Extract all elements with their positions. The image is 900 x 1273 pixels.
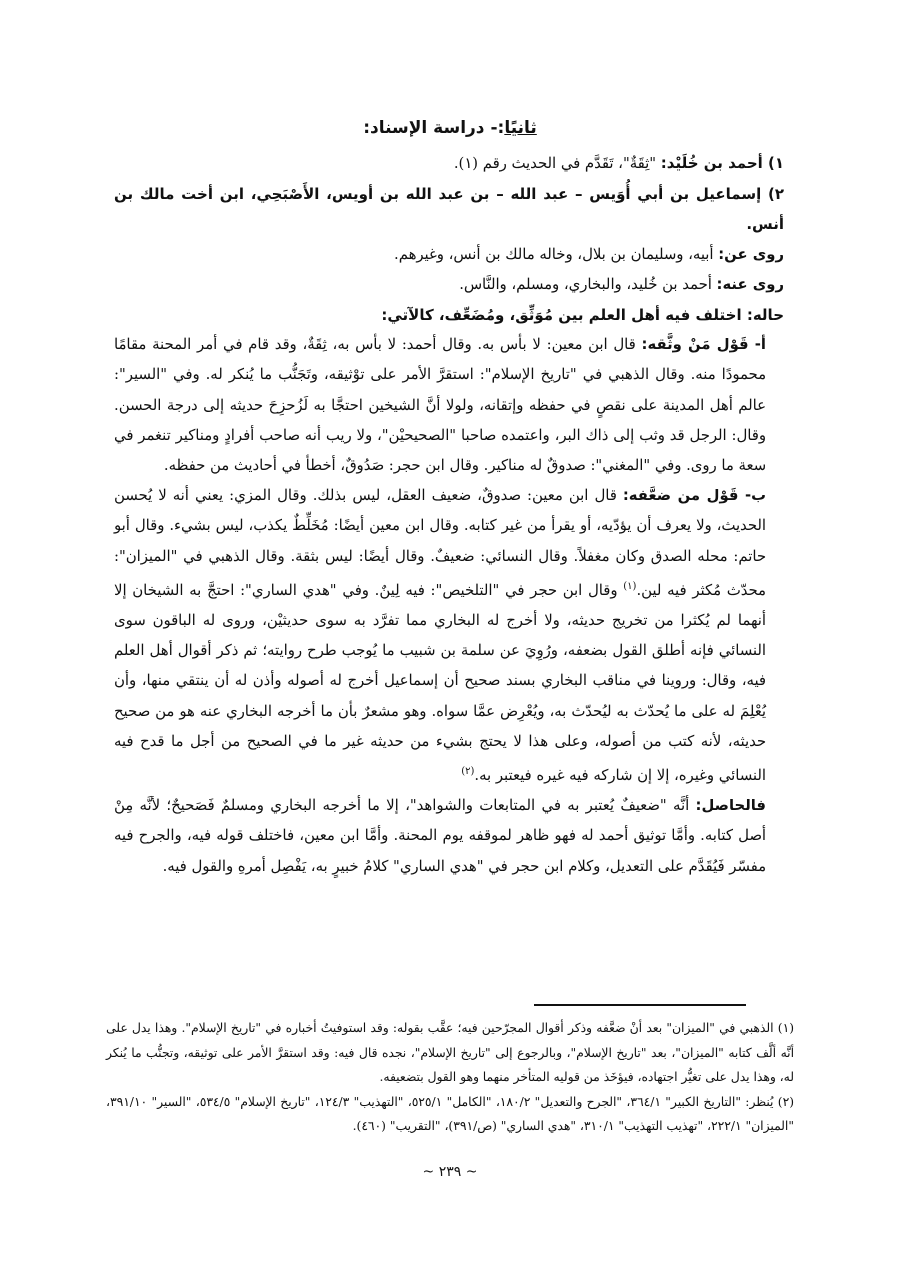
footnote-ref-1[interactable]: (١) [623,580,637,592]
paragraph-conclusion: فالحاصل: أنَّه "ضعيفٌ يُعتبر به في المتابعات والشواهد"، إلا ما أخرجه البخاري ومسلمٌ فَصَحيحٌ؛ لأنَّه مِنْ أصل كتابه. وأمَّا توثيق أحمد له فهو ظاهر لموقفه يوم المحنة. وأمَّا ابن معين، فاختلف قوله فيه، والجرح فيه مفسّر فَيُقَدَّم على التعديل، وكلام ابن حجر في "هدي الساري" كلامُ خبيرٍ به، يَفْصِل أمرهِ والقول فيه. [114,797,766,875]
rawa-an: روى عن: أبيه، وسليمان بن بلال، وخاله مالك بن أنس، وغيرهم. [394,245,784,263]
footnote-ref-2[interactable]: (٢) [461,765,475,777]
paragraph-tadeef: ب- قَوْل من ضعَّفه: قال ابن معين: صدوقٌ، ضعيف العقل، ليس بذلك. وقال المزي: يعني أنه لا يُحسن الحديث، ولا يعرف أن يؤدّيه، أو يقرأ من غير كتابه. وقال ابن معين أيضًا: مُخَلِّطٌ يكذب، ليس بشيء. وقال أبو حاتم: محله الصدق وكان مغفلاً. وقال النسائي: ضعيفٌ. وقال أيضًا: ليس بثقة. وقال الذهبي في "الميزان": محدّث مُكثر فيه لين.$^{(١)}$ وقال ابن حجر في "التلخيص": فيه لِينٌ. وفي "هدي الساري": احتجَّ به الشيخان إلا أنهما لم يُكثرا من تخريج حديثه، ولا أخرج له البخاري مما تفرَّد به سوى حديثيْن، وروى له الباقون سوى النسائي فإنه أطلق القول بضعفه، ورُوِيَ عن سلمة بن شبيب ما يُوجب طرح روايته؛ ثم ذكر أقوال أهل العلم فيه، وقال: وروينا في مناقب البخاري بسند صحيح أن إسماعيل أخرج له أصوله وأذن له أن ينتقي منها، وأن يُعْلِمَ له على ما يُحدّث به ليُحدّث به، ويُعْرِض عمَّا سواه. وهو مشعرٌ بأن ما أخرجه البخاري عنه هو من صحيح حديثه، لأنه كتب من أصوله، وعلى هذا لا يحتج بشيء من حديثه غير ما في الصحيح من أجل ما قدح فيه النسائي وغيره، إلا إن شاركه فيه غيره فيعتبر به.$^{(٢)}$ [114,487,766,784]
footnote-1: (١) الذهبي في "الميزان" بعد أنْ ضعَّفه وذكر أقوال المجرّحين فيه؛ عقَّب بقوله: وقد استوفيتُ أخباره في "تاريخ الإسلام". وهذا يدل على أنَّه ألَّف كتابه "الميزان"، بعد "تاريخ الإسلام"، وبالرجوع إلى "تاريخ الإسلام"، نجده قال فيه: وقد استقرَّ الأمر على توثيقه، وتجنُّب ما يُنكر له، وهذا يدل على تغيُّر اجتهاده، فيؤخَذ من قوليه المتأخر منهما وهو القول بتضعيفه. [106,1021,794,1084]
footnote-separator [534,1004,746,1006]
section-heading [0,118,900,138]
footnote-2: (٢) يُنظر: "التاريخ الكبير" ٣٦٤/١، "الجرح والتعديل" ١٨٠/٢، "الكامل" ٥٢٥/١، "التهذيب" ١٢٤/٣، "تاريخ الإسلام" ٥٣٤/٥، "السير" ٣٩١/١٠، "الميزان" ٢٢٢/١، "تهذيب التهذيب" ٣١٠/١، "هدي الساري" (ص/٣٩١)، "التقريب" (٤٦٠). [106,1094,794,1133]
section-heading-ordinal: ثانيًا [504,118,537,138]
main-text [114,148,784,882]
haluhu: حاله: اختلف فيه أهل العلم بين مُوَثِّق، ومُضَعِّف، كالآتي: [381,306,784,325]
paragraph-tawthiq: أ- قَوْل مَنْ وثَّقه: قال ابن معين: لا بأس به. وقال أحمد: لا بأس به، ثِقَةٌ، وقد قام في أمر المحنة مقامًا محمودًا منه. وقال الذهبي في "تاريخ الإسلام": استقرَّ الأمر على توْثيقه، وتَجَنُّب ما يُنكر له. وفي "السير": عالم أهل المدينة على نقصٍ في حفظه وإتقانه، ولولا أنَّ الشيخين احتجَّا به لَزُحزِحَ حديثه إلى درجة الحسن. وقال: الرجل قد وثب إلى ذاك البر، واعتمده صاحبا "الصحيحيْن"، ولا ريب أنه صاحب أفرادٍ ومناكير تنغمر في سعة ما روى. وفي "المغني": صدوقٌ له مناكير. وقال ابن حجر: صَدُوقٌ، أخطأ في أحاديث من حفظه. [114,336,767,475]
section-heading-text: :- دراسة الإسناد: [363,118,505,138]
narrator-2: ٢) إسماعيل بن أبي أُوَيس – عبد الله – بن عبد الله بن أويس، الأَصْبَحِي، ابن أخت مالك بن أنس. [114,185,784,234]
footnotes [106,1016,794,1139]
rawa-anhu: روى عنه: أحمد بن خُليد، والبخاري، ومسلم، والنَّاس. [459,275,784,293]
page-number: ~ ٢٣٩ ~ [422,1164,478,1180]
narrator-1: ١) أحمد بن خُلَيْد: "ثِقَةٌ"، تَقَدَّم في الحديث رقم (١). [453,154,784,172]
